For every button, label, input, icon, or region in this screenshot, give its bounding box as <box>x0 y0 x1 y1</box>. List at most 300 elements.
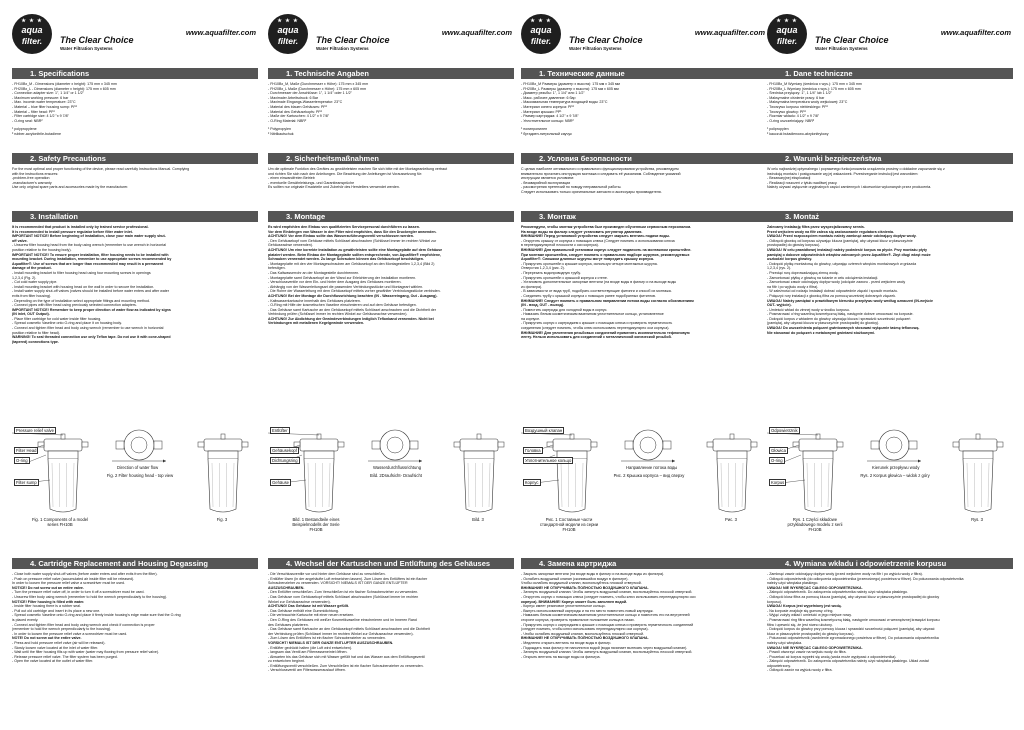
installation-line: - Place filter cartridge for cold water inside filter housing. <box>12 316 102 321</box>
cartridge-line: - Затянуть воздушный клапан. Чтобы затянуть воздушный клапан, воспользуйтесь плоской отверткой. <box>521 590 693 595</box>
website-url: www.aquafilter.com <box>185 28 256 37</box>
filter-fig3-ring <box>717 451 747 459</box>
cartridge-line: - langsam das Ventil am Filtereasseneintel öffnen. <box>268 650 348 655</box>
diagram-label: Głowica <box>771 448 786 453</box>
safety-heading: 2. Sicherheitsmaßnahmen <box>268 153 514 164</box>
installation-line: damage of the product. <box>12 266 52 271</box>
top-view-outlet <box>154 441 162 449</box>
installation-line: ACHTUNG! Vor dem Einbau sollte das Wasserzuführungsventil verschlossen werden. <box>268 234 414 239</box>
top-view-inlet <box>372 441 380 449</box>
safety-line: - Bezawaryjnej eksploatacji <box>767 176 811 181</box>
installation-line: Zalecamy instalację filtra przez wyspecjalizowany serwis. <box>767 225 865 229</box>
installation-line: IMPORTANT NOTICE! To ensure proper installation, filter housing needs to be installed with <box>12 252 169 257</box>
specifications-line: - Размер картриджа: 4 1/2" x 9 7/8" <box>521 114 579 119</box>
cartridge-line: - Press and hold pressure relief valve (air will be released). <box>12 640 106 645</box>
safety-line: - рассмотрения претензий по поводу неправильной работы. <box>521 185 622 190</box>
website-url: www.aquafilter.com <box>940 28 1011 37</box>
specifications-line: - O-Ring Material: NBR² <box>268 118 307 123</box>
brand-title: The Clear Choice <box>815 35 889 45</box>
installation-line: Отверстия 1,2,3,4 (рис. 2). <box>521 266 565 271</box>
specifications-line: - FH20Bx_L Размеры (диаметр x высота): 175 мм x 605 мм <box>521 86 619 91</box>
installation-line: platziert werden. Beim Einbau der Montageplatte sollten entsprechende, von Aquafilter® empfohlene, <box>268 252 442 257</box>
installation-line: - Spread cosmetic Vaseline onto O-ring and place it on housing body. <box>12 321 122 326</box>
installation-line: - W zależności od rodzaju instalacji dobrać odpowiednie złączki i sposób montażu. <box>767 289 899 294</box>
cartridge-line: - Na korpusie znajduje się gumowy o'ring. <box>767 608 834 613</box>
language-column <box>767 0 1013 730</box>
specifications-line: - Диаметр резьбы: 1", 1 1/4" или 1 1/2" <box>521 91 585 96</box>
installation-section <box>12 211 258 344</box>
installation-line: - Перерезать водопроводную трубу. <box>521 270 581 275</box>
footnote: ² Nitrilkautschuk <box>268 131 294 136</box>
diagram-label: Gehäusekopf <box>272 448 297 453</box>
aquafilter-logo <box>268 14 308 54</box>
logo-stars: ★ ★ ★ <box>776 18 798 24</box>
cartridge-line: - Odkręcić klosz filtra za pomocą klucza (pamiętaj, aby używać klucz w płaszczyźnie prostopadłej do głowicy <box>767 594 940 599</box>
brand-subtitle: Water Filtration Systems <box>60 46 113 51</box>
safety-heading: 2. Safety Precautions <box>12 153 258 164</box>
cartridge-line: ВНИМАНИЕ! НЕ ОТКРУЧИВАТЬ ПОЛНОСТЬЮ ВОЗДУШНОГО КЛАПАНА. <box>521 636 649 641</box>
installation-line: На входе воды на фильтр следует установить регулятор давления. <box>521 229 643 234</box>
installation-heading: 3. Installation <box>12 211 258 222</box>
installation-section <box>521 211 767 340</box>
cartridge-line: - Dokręcić korpus do głowicy przy pomocy klucza i sprawdzić szczelność połączeń (pamiętaj, aby używać <box>767 627 935 632</box>
specifications-line: - Material – blue filter housing sump: PP¹ <box>12 104 77 109</box>
installation-line: - Намазать белым косметическим вазелином уплотнительное кольцо, установленное <box>521 312 664 317</box>
installation-line: Рекомендуем, чтобы монтаж устройства был произведен обученным сервисным персоналом. <box>521 225 692 229</box>
safety-line: Um die optimale Funktion des Gerätes zu gewährleisten machen Sie sich bitte mit der Montageanleitung vertraut <box>268 167 448 171</box>
safety-line: und richten Sie sich nach den Anleitungen. Die Beachtung der Anleitungen ist Voraussetzung für: <box>268 171 423 176</box>
installation-line: Vor dem Einbringen von Wasser in den Filter wird empfohlen, dass Sie den Druckregler anwenden. <box>268 229 437 234</box>
diagram-label: Уплотнительное кольцо <box>525 458 572 463</box>
safety-line: Należy używać wyłącznie oryginalnych części zamiennych i akcesoriów wykonanych przez producenta. <box>767 185 932 190</box>
filter-fig3-head <box>713 439 751 451</box>
installation-line: - Montageplatte samt Gehäusekopf an der Wand zur Erleichterung der Installation montieren. <box>268 275 417 280</box>
brand-block <box>569 35 643 51</box>
cartridge-line: należy użyć wkrętaka. <box>767 640 803 645</box>
specifications-line: - Tworzywo korpusu niebieskiego: PP¹ <box>767 104 828 109</box>
installation-line: ACHTUNG! Bei der Montage die Durchflussrichtung beachten (IN - Wassereingang, Out - Ausgang). <box>268 293 438 298</box>
specifications-line: - Maximale Eingangs-Wassertemperatur: 23°C <box>268 100 343 105</box>
filter-head-inner <box>640 437 656 453</box>
cartridge-line: - Pull out old cartridge and insert in its place a new one. <box>12 608 101 613</box>
installation-line: prostopadłej do głowicy korpusu). <box>767 243 821 248</box>
brand-block <box>316 35 390 51</box>
specifications-line: - Material – filter head: PP¹ <box>12 109 55 114</box>
installation-line: - Kaltwasserkartusche innerhalb des Gehäuses platzieren. <box>268 298 361 303</box>
cartridge-line: - Zum Lösen des Entlüfters ist ein flacher Schraubenzieher zu verwenden. <box>268 636 386 641</box>
safety-line: Es sollten nur originale Ersatzteile und Zubehör des Herstellers verwendet werden. <box>268 185 400 190</box>
installation-line: - Montageplatte mit den vier Montageschrauben am Gehäusekopf an den Montagestellen 1,2,3,4 (Bild 2) <box>268 261 435 266</box>
diagram-label: Pressure relief valve <box>16 428 54 433</box>
cartridge-line: - Unscrew filter body using wrench (remember to hold the wrench perpendicularly to the housing). <box>12 594 168 599</box>
filter-fig3-ring <box>208 451 238 459</box>
filter-fig3-relief-valve <box>976 434 980 439</box>
cartridge-line: AUSZUSCHRAUBEN. <box>268 585 305 590</box>
cartridge-line: - Zakręcić odpowietrznik. Do zakręcenia odpowietrznika należy użyć wkrętaka płaskiego. Układ został <box>767 659 929 664</box>
cartridge-line: - Намазать белым косметическим вазелином уплотнительное кольцо и поместить его на внутренней <box>521 613 690 618</box>
cartridge-line: - Odkręcić zawór na wyjściu wody z filtra. <box>767 668 833 673</box>
installation-line: (IN inlet, OUT Output). <box>12 312 50 317</box>
specifications-line: - Максимальная температура входящей воды: 23°C <box>521 100 608 105</box>
cartridge-line: In order to loosen the pressure relief valve a screwdriver must be used. <box>12 581 126 586</box>
diagram-label: Gehäuse <box>272 480 289 485</box>
installation-line: - Установить дополнительные запорные вентили (на входе воды в фильтр и на выходе воды <box>521 280 677 285</box>
cartridge-line: - Медленно открыть вентиль на входе воды в фильтр. <box>521 640 612 645</box>
installation-line: - Umieścić wkład do zimnej wody w środku korpusu. <box>767 307 850 312</box>
filter-fig1-outlet <box>82 442 88 447</box>
specifications-section <box>521 68 767 137</box>
installation-line: Gehäuseachse verwenden). <box>268 243 313 248</box>
brand-block <box>815 35 889 51</box>
aquafilter-logo <box>521 14 561 54</box>
cartridge-line: NOTICE! Do not screw out an entire valve. <box>12 585 84 590</box>
cartridge-line: - Затянуть воздушный клапан. Чтобы затянуть воздушный клапан, воспользуйтесь плоской отверткой. <box>521 650 693 655</box>
cartridge-line: filtra i upewnić się, że jest równo ułożony. <box>767 622 833 627</box>
diagram-label: Dichtungsring <box>272 458 298 463</box>
specifications-line: - FH10Bx_M, Maße (Durchmesser x Höhe): 175 mm x 345 mm <box>268 82 369 86</box>
safety-line: - безаварийной эксплуатации <box>521 180 571 185</box>
safety-line: - eventuelle Gewährleistungs- und Garantieansprüche <box>268 180 355 185</box>
cartridge-line: korpusu). <box>767 599 782 604</box>
website-url: www.aquafilter.com <box>694 28 765 37</box>
filter-fig3-inlet <box>953 442 959 447</box>
installation-line: в перпендикулярной плоскости к оси корпуса). <box>521 243 599 248</box>
cartridge-line: стороне корпуса, проверить правильное положение кольца в пазах. <box>521 617 635 622</box>
specifications-line: - Filter cartridge size: 4 1/2 "x 9 7/8" <box>12 114 69 119</box>
specifications-heading: 1. Dane techniczne <box>767 68 1013 79</box>
installation-line: ленту. Нельзя использовать для соединений с металлической конической резьбой. <box>521 335 672 340</box>
cartridge-heading: 4. Wechsel der Kartuschen und Entlüftung des Gehäuses <box>268 558 514 569</box>
specifications-line: - Материал синего корпуса: PP¹ <box>521 104 574 109</box>
cartridge-line: Winkel zur Gehäuseachse verwenden). <box>268 599 331 604</box>
brand-block <box>60 35 134 51</box>
diagram-label: Filter Head <box>16 448 37 453</box>
specifications-line: - FH20Bx_L Maße (Durchmesser x Höhe): 175 mm x 605 mm <box>268 86 367 91</box>
filter-fig1-head <box>44 439 82 451</box>
cartridge-line: der Verbindung prüfen (Schlüssel immer im rechten Winkel zur Gehäuseachse verwenden). <box>268 631 414 636</box>
cartridge-line: - Das Gehäuse enthält eine Gummidichtung. <box>268 608 339 613</box>
installation-line: IMPORTANT NOTICE! Before beginning of installation, close your main water supply shut- <box>12 234 166 239</box>
specifications-footnotes <box>268 127 514 136</box>
installation-line: - Verschlussventile vor dem Ein- und hinter dem Ausgang des Gehäuses montieren. <box>268 280 402 285</box>
installation-line: UWAGA! Do uszczelnienia połączeń gwintowanych stosować wyłącznie taśmę teflonową. <box>767 326 920 331</box>
installation-line: Aquafilter®. Use of screws that are longer than recommended may result in a permanent <box>12 261 164 266</box>
installation-section <box>767 211 1013 335</box>
diagram-label: Odpowietrznik <box>771 428 798 433</box>
footnote: ¹ polypropylene <box>12 127 37 132</box>
installation-line: - Install mounting bracket to filter housing head using four mounting screws in openings <box>12 270 151 275</box>
specifications-footnotes <box>521 127 767 136</box>
installation-line: (pamiętaj, aby używać klucza w płaszczyźnie prostopadłej do głowicy). <box>767 321 880 326</box>
cartridge-line: UWAGA! NIE WYKRĘCAĆ CAŁEGO ODPOWIETRZNIKA. <box>767 645 863 650</box>
diagram-label: Filter sump <box>16 480 37 485</box>
safety-line: Следует использовать только оригинальные запчасти и аксессуары производителя. <box>521 189 662 194</box>
cartridge-line: - Прикрутить корпус с картриджем к крышке с помощью ключа и проверить герметичность соединений <box>521 622 694 627</box>
filter-fig1-inlet <box>793 442 799 447</box>
diagram-label: Kierunek przepływu wody <box>872 465 920 470</box>
installation-line: mounting bracket. During installation, remember to use appropriate screws recommended by <box>12 257 172 262</box>
safety-section <box>521 153 767 195</box>
specifications-section <box>12 68 258 137</box>
installation-line: uszkodzić korpus głowicy. <box>767 257 813 262</box>
figure-caption: Bild. 3 <box>472 517 484 522</box>
specifications-line: - FH10Bx_M - Dimensions (diameter x height): 175 mm x 345 mm <box>12 82 117 86</box>
cartridge-line: - Открыть вентиль на выходе воды из фильтра. <box>521 654 601 659</box>
arrow-head <box>918 460 921 463</box>
specifications-footnotes <box>767 127 1013 136</box>
installation-line: UWAGA! Należy pamiętać o prawidłowym kierunku przepływu wody według oznaczeń (IN-wejście <box>767 298 933 303</box>
cartridge-line: - Odkręcić odpowietrznik (do odkręcenia odpowietrznika (przenośnego) powietrza w filtrze). Do poluzowania odpowietrznika <box>767 576 964 581</box>
language-column <box>521 0 767 730</box>
installation-line: 1,2,3,4 (rys. 2). <box>767 266 792 271</box>
top-view-inlet <box>871 441 879 449</box>
specifications-line: - Durchmesser der Anschlüsse: 1", 1 1/4" oder 1 1/2" <box>268 91 352 96</box>
filter-head-inner <box>387 437 403 453</box>
filter-fig3-ring <box>963 451 993 459</box>
installation-line: При монтаже кронштейна, следует помнить о правильном подборе шурупов, рекомендуемых <box>521 252 690 257</box>
installation-line: off valve. <box>12 238 28 243</box>
filter-fig3-head <box>460 439 498 451</box>
safety-line: - Realizacji roszczeń z tytułu wadliwej pracy. <box>767 180 838 185</box>
installation-line: It is recommended to install pressure regulator before filter water inlet. <box>12 229 133 234</box>
cartridge-line: - Inside filter housing there is a rubber seal. <box>12 604 81 609</box>
cartridge-line: - Verschlussventil am Filterwasserauslauf öffnen. <box>268 668 346 673</box>
installation-line: Verbindungen mit metallenen Kegelgewinde verwenden. <box>268 321 365 326</box>
cartridge-line: zu entweichen beginnt. <box>268 659 305 664</box>
brand-subtitle: Water Filtration Systems <box>815 46 868 51</box>
filter-fig1-ring <box>48 451 78 459</box>
specifications-line: - Maksymalne ciśnienie pracy: 6 bar <box>767 95 825 100</box>
installation-line: ACHTUNG! Um eine korrekte Installation zu gewährleisten sollte eine Montageplatte auf dem Gehäuse <box>268 247 443 252</box>
safety-heading: 2. Условия безопасности <box>521 153 767 164</box>
installation-line: - Поместить картридж для холодной воды в корпус. <box>521 307 608 312</box>
filter-diagram <box>268 425 514 535</box>
installation-line: - Connect pipes with filter head using previously selected connection adapters. <box>12 303 137 308</box>
diagram-label: Головка <box>525 448 541 453</box>
filter-fig3-outlet <box>751 442 757 447</box>
specifications-heading: 1. Technische Angaben <box>268 68 514 79</box>
filter-fig1-ring <box>803 451 833 459</box>
top-view-outlet <box>410 441 418 449</box>
diagram-label: Korpus <box>771 480 785 485</box>
logo-text-filter: filter. <box>530 36 552 46</box>
cartridge-line: - In order to loosen the pressure relief valve a screwdriver must be used. <box>12 631 128 636</box>
page-header <box>521 14 767 54</box>
safety-line: -manufacturer's warranty <box>12 180 52 185</box>
installation-line: exits from filter housing). <box>12 293 52 298</box>
cartridge-line: klucz w płaszczyźnie prostopadłej do głowicy korpusu). <box>767 631 855 636</box>
safety-section <box>12 153 258 190</box>
specifications-line: - Maße der Kartuschen: 4 1/2" x 9 7/8" <box>268 114 330 119</box>
diagram-label: Направление потока воды <box>626 465 678 470</box>
filter-fig1-head <box>553 439 591 451</box>
specifications-line: - Материал крышки: PP¹ <box>521 109 562 114</box>
filter-fig1-outlet <box>338 442 344 447</box>
specifications-heading: 1. Specifications <box>12 68 258 79</box>
specifications-line: - Rozmiar wkładu: 4 1/2" x 9 7/8" <box>767 114 820 119</box>
installation-line: - Соединить трубу с крышкой корпуса с помощью ранее подобранных фитингов. <box>521 293 656 298</box>
installation-line: Verbindung prüfen (Schlüssel immer im rechten Winkel zur Gehäuseachse verwenden). <box>268 312 408 317</box>
filter-fig1-inlet <box>547 442 553 447</box>
figure-caption: Рис. 2 Крышка корпуса – вид сверху <box>613 473 685 478</box>
installation-line: Przed wejściem wody na filtr zaleca się zastosowanie regulatora ciśnienia. <box>767 229 895 234</box>
specifications-footnotes <box>12 127 258 136</box>
logo-text-aqua: aqua <box>530 25 552 35</box>
logo-text-aqua: aqua <box>21 25 43 35</box>
safety-line: внимательно прочитать инструкцию монтажа и следовать её указаниям. Соблюдение указаний <box>521 171 681 176</box>
cartridge-line: - Das Gehäuse vom Gehäusekopf mittels Schlüssel abschrauben (Schlüssel immer im rechten <box>268 594 419 599</box>
brand-title: The Clear Choice <box>60 35 134 45</box>
figure-caption: Rys. 1 Części składowe przykładowego modelu z serii FH10B <box>787 517 843 532</box>
cartridge-line: - Wyjąć zużyty wkład i umieścić w jego miejsce nowy. <box>767 613 852 618</box>
footnote: ² kauczuk butadienowo-akrylonitrylowy <box>767 131 829 136</box>
cartridge-line: VORSICHT! NIEMALS IST DER GANZE ENTLÜFTER AUSZUSCHRAUBEN. <box>268 640 394 645</box>
installation-heading: 3. Montage <box>268 211 514 222</box>
cartridge-line: - Zakręcić odpowietrznik. Do zakręcenia odpowietrznika należy użyć wkrętaka płaskiego. <box>767 590 909 595</box>
cartridge-line: - Entlüftungsventil verschließen. Zum Verschließen ist ein flacher Schraubenzieher zu verwenden. <box>268 663 424 668</box>
specifications-line: - Уплотнительное кольцо: NBR² <box>521 118 574 123</box>
installation-line: UWAGA! Przed rozpoczęciem montażu należy zamknąć zawór odcinający dopływ wody. <box>767 234 917 239</box>
aquafilter-logo <box>767 14 807 54</box>
figure-caption: Рис. 1 Составные части стандартной модели из серии FH10B <box>539 517 599 532</box>
cartridge-line: - Powoli otworzyć zawór na wejściu wody do filtra. <box>767 650 847 655</box>
filter-fig3-inlet <box>454 442 460 447</box>
brand-title: The Clear Choice <box>569 35 643 45</box>
filter-fig3-inlet <box>707 442 713 447</box>
arrow-head <box>672 460 675 463</box>
filter-diagram <box>767 425 1013 535</box>
cartridge-line: - Чтобы ослабить воздушный клапан, воспользуйтесь плоской отверткой. <box>521 631 644 636</box>
installation-line: - Przeciąć rurę doprowadzającą zimną wodę. <box>767 270 839 275</box>
top-view-outlet <box>663 441 671 449</box>
filter-fig1-head <box>300 439 338 451</box>
installation-line: - Posmarować o'ring wazeliną kosmetyczną białą, następnie dobrze umocować na korpusie. <box>767 312 914 317</box>
cartridge-line: - Entlüfter gedrückt halten (die Luft wird entweichen). <box>268 645 353 650</box>
diagram-label: Wasserdurchflussrichtung <box>373 465 422 470</box>
filter-fig1-outlet <box>837 442 843 447</box>
cartridge-line: - Release pressure relief valve. The filter system has been purged. <box>12 654 118 659</box>
specifications-line: - Material des blauen Gehäuses: PP¹ <box>268 104 327 109</box>
installation-line: ВНИМАНИЕ! Перед установкой устройства следует закрыть вентиль подачи воды. <box>521 234 671 239</box>
specifications-line: - Connection adapter size: 1", 1 1/4" or 1 1/2" <box>12 91 84 96</box>
cartridge-line: - Push on pressure relief valve (accumulated air inside filter will be released). <box>12 576 135 581</box>
specifications-line: - Maximaler Arbeitsdruck: 6 Bar <box>268 95 319 100</box>
safety-line: -problem-free operation <box>12 176 50 181</box>
figure-caption: Fig. 2 Filter housing head - top view <box>106 473 174 478</box>
figure-caption: Fig. 1 Components of a model series FH10B <box>31 517 89 527</box>
figure-caption: Bild. 1 Bestandteile eines Beispielmodells der Serie FH10B <box>292 517 340 532</box>
figure-caption: Fig. 3 <box>216 517 228 522</box>
filter-fig1-inlet <box>38 442 44 447</box>
filter-fig3-head <box>204 439 242 451</box>
installation-line: - Dokręcić płytkę montażową do głowicy, używając czterech wkrętów montażowych w gniazda <box>767 261 917 266</box>
cartridge-line: - Ослабить воздушный клапан (скопившийся воздух в фильтре). <box>521 576 629 581</box>
installation-line: position relative to filter head). <box>12 330 60 335</box>
safety-heading: 2. Warunki bezpieczeństwa <box>767 153 1013 164</box>
installation-line: na filtr i po wyjściu wody z filtra). <box>767 284 819 289</box>
installation-line: position relative to the housing body). <box>12 247 72 252</box>
safety-line: W celu najbardziej optymalnego i poprawnego funkcjonowania urządzenia prosimy o dokładne zapoznanie się z <box>767 167 945 171</box>
language-column <box>268 0 514 730</box>
cartridge-section <box>767 558 1013 673</box>
figure-caption: Rys. 2 Korpus głowica – widok z góry <box>860 473 930 478</box>
specifications-line: - Макс. рабочее давление: 6 бар <box>521 95 576 100</box>
installation-line: - Das Gehäuse samt Kartusche an den Gehäusekopf mittels Schlüssel anschrauben und die Dichtheit der <box>268 307 437 312</box>
filter-fig1-outlet <box>591 442 597 447</box>
footnote: ¹ Polypropylen <box>268 127 291 132</box>
cartridge-line: - Корпус имеет резиновое уплотнительное кольцо. <box>521 604 606 609</box>
brand-subtitle: Water Filtration Systems <box>569 46 622 51</box>
installation-line: (tapered) connections type. <box>12 339 59 344</box>
installation-line: - Cut cold water supply pipe. <box>12 280 58 285</box>
specifications-line: - FH20Bx_L Wymiary (średnica x wys.): 175 mm x 605 mm <box>767 86 861 91</box>
filter-head-inner <box>131 437 147 453</box>
page-header <box>767 14 1013 54</box>
installation-line: befestigen. <box>268 266 286 271</box>
cartridge-line: należy użyć wkrętaka płaskiego. <box>767 581 819 586</box>
filter-fig3-outlet <box>242 442 248 447</box>
installation-line: ВНИМАНИЕ! Для правильной установки корпус следует подвесить на монтажном кронштейне. <box>521 247 692 252</box>
brand-subtitle: Water Filtration Systems <box>316 46 369 51</box>
cartridge-line: - Connect and tighten filter head and body using wrench and check if connection is proper <box>12 622 155 627</box>
installation-line: - Прикрутить кронштейн к крышке корпуса, используя четыре монтажных шурупа. <box>521 261 658 266</box>
logo-stars: ★ ★ ★ <box>530 18 552 24</box>
cartridge-section <box>268 558 514 673</box>
specifications-section <box>767 68 1013 137</box>
installation-line: IMPORTANT NOTICE! Remember to keep proper direction of water flow as indicated by signs <box>12 307 171 312</box>
footnote: ¹ полипропилен <box>521 127 548 132</box>
cartridge-line: - Открутить корпус с помощью ключа (следует помнить, чтобы ключ использовать перпендикулярно оси <box>521 594 696 599</box>
installation-line: - Прикрутить корпус с картриджем к крышке с помощью ключа и проверить герметичность <box>521 321 673 326</box>
filter-diagram <box>12 425 258 535</box>
installation-line: 1,2,3,4 (Fig. 2). <box>12 275 37 280</box>
brand-title: The Clear Choice <box>316 35 390 45</box>
logo-stars: ★ ★ ★ <box>21 18 43 24</box>
installation-line: - Прикрутить кронштейн с крышкой корпуса к стене. <box>521 275 608 280</box>
diagram-label: Воздушный клапан <box>525 428 563 433</box>
cartridge-line: - Вынуть использованный картридж и на его место поместить новый картридж. <box>521 608 654 613</box>
logo-text-filter: filter. <box>21 36 43 46</box>
cartridge-line: - Закрыть запорные вентили (на входе воды в фильтр и на выходе воды из фильтра). <box>521 572 665 576</box>
footnote: ¹ polipropylen <box>767 127 789 132</box>
safety-line: - einen einwandfreien Betrieb <box>268 176 315 181</box>
cartridge-line: Чтобы ослабить воздушный клапан, воспользуйтесь плоской отверткой. <box>521 581 642 586</box>
installation-line: из фильтра). <box>521 284 543 289</box>
filter-fig3-relief-valve <box>730 434 734 439</box>
specifications-line: - Max. incomin water temperature: 23°C <box>12 100 76 105</box>
cartridge-line: - Wait until the filter housing fills up with water (water may flowing from pressure relief valve). <box>12 650 160 655</box>
cartridge-line: - Die verbrauchte Kartusche mit einer neuen ersetzen. <box>268 613 355 618</box>
filter-fig3-outlet <box>498 442 504 447</box>
cartridge-line: - Den O-Ring des Gehäuses mit weißer Kosmetikvaseline einschmieren und im Inneren Rand <box>268 617 417 622</box>
cartridge-line: ACHTUNG! Das Gehäuse ist mit Wasser gefüllt. <box>268 604 349 609</box>
filter-fig3-head <box>959 439 997 451</box>
logo-text-filter: filter. <box>776 36 798 46</box>
top-view-inlet <box>116 441 124 449</box>
specifications-line: - O-ring uszczelniający: NBR² <box>767 118 815 123</box>
safety-line: instrukcją montażu i postępowanie wg jej wskazówek. Przestrzeganie instrukcji jest warunkiem: <box>767 171 919 176</box>
filter-head-inner <box>886 437 902 453</box>
installation-line: - O-Ring mit Hilfe der kosmetischen Vaseline einschmieren und auf dem Gehäuse befestigen. <box>268 303 417 308</box>
installation-line: - Depending on the type of installation select appropriate fittings and mounting method. <box>12 298 151 303</box>
safety-section <box>767 153 1013 190</box>
filter-fig3-relief-valve <box>477 434 481 439</box>
page-header <box>268 14 514 54</box>
footnote: ² бутадиен-нитрильный каучук <box>521 131 572 136</box>
specifications-heading: 1. Технические данные <box>521 68 767 79</box>
cartridge-line: - Entlüfter lösen (in der angehäufte Luft entweichen lassen). Zum Lösen des Entlüfters ist ein flacher <box>268 576 428 581</box>
specifications-line: - Tworzywo głowicy: PP¹ <box>767 109 806 114</box>
